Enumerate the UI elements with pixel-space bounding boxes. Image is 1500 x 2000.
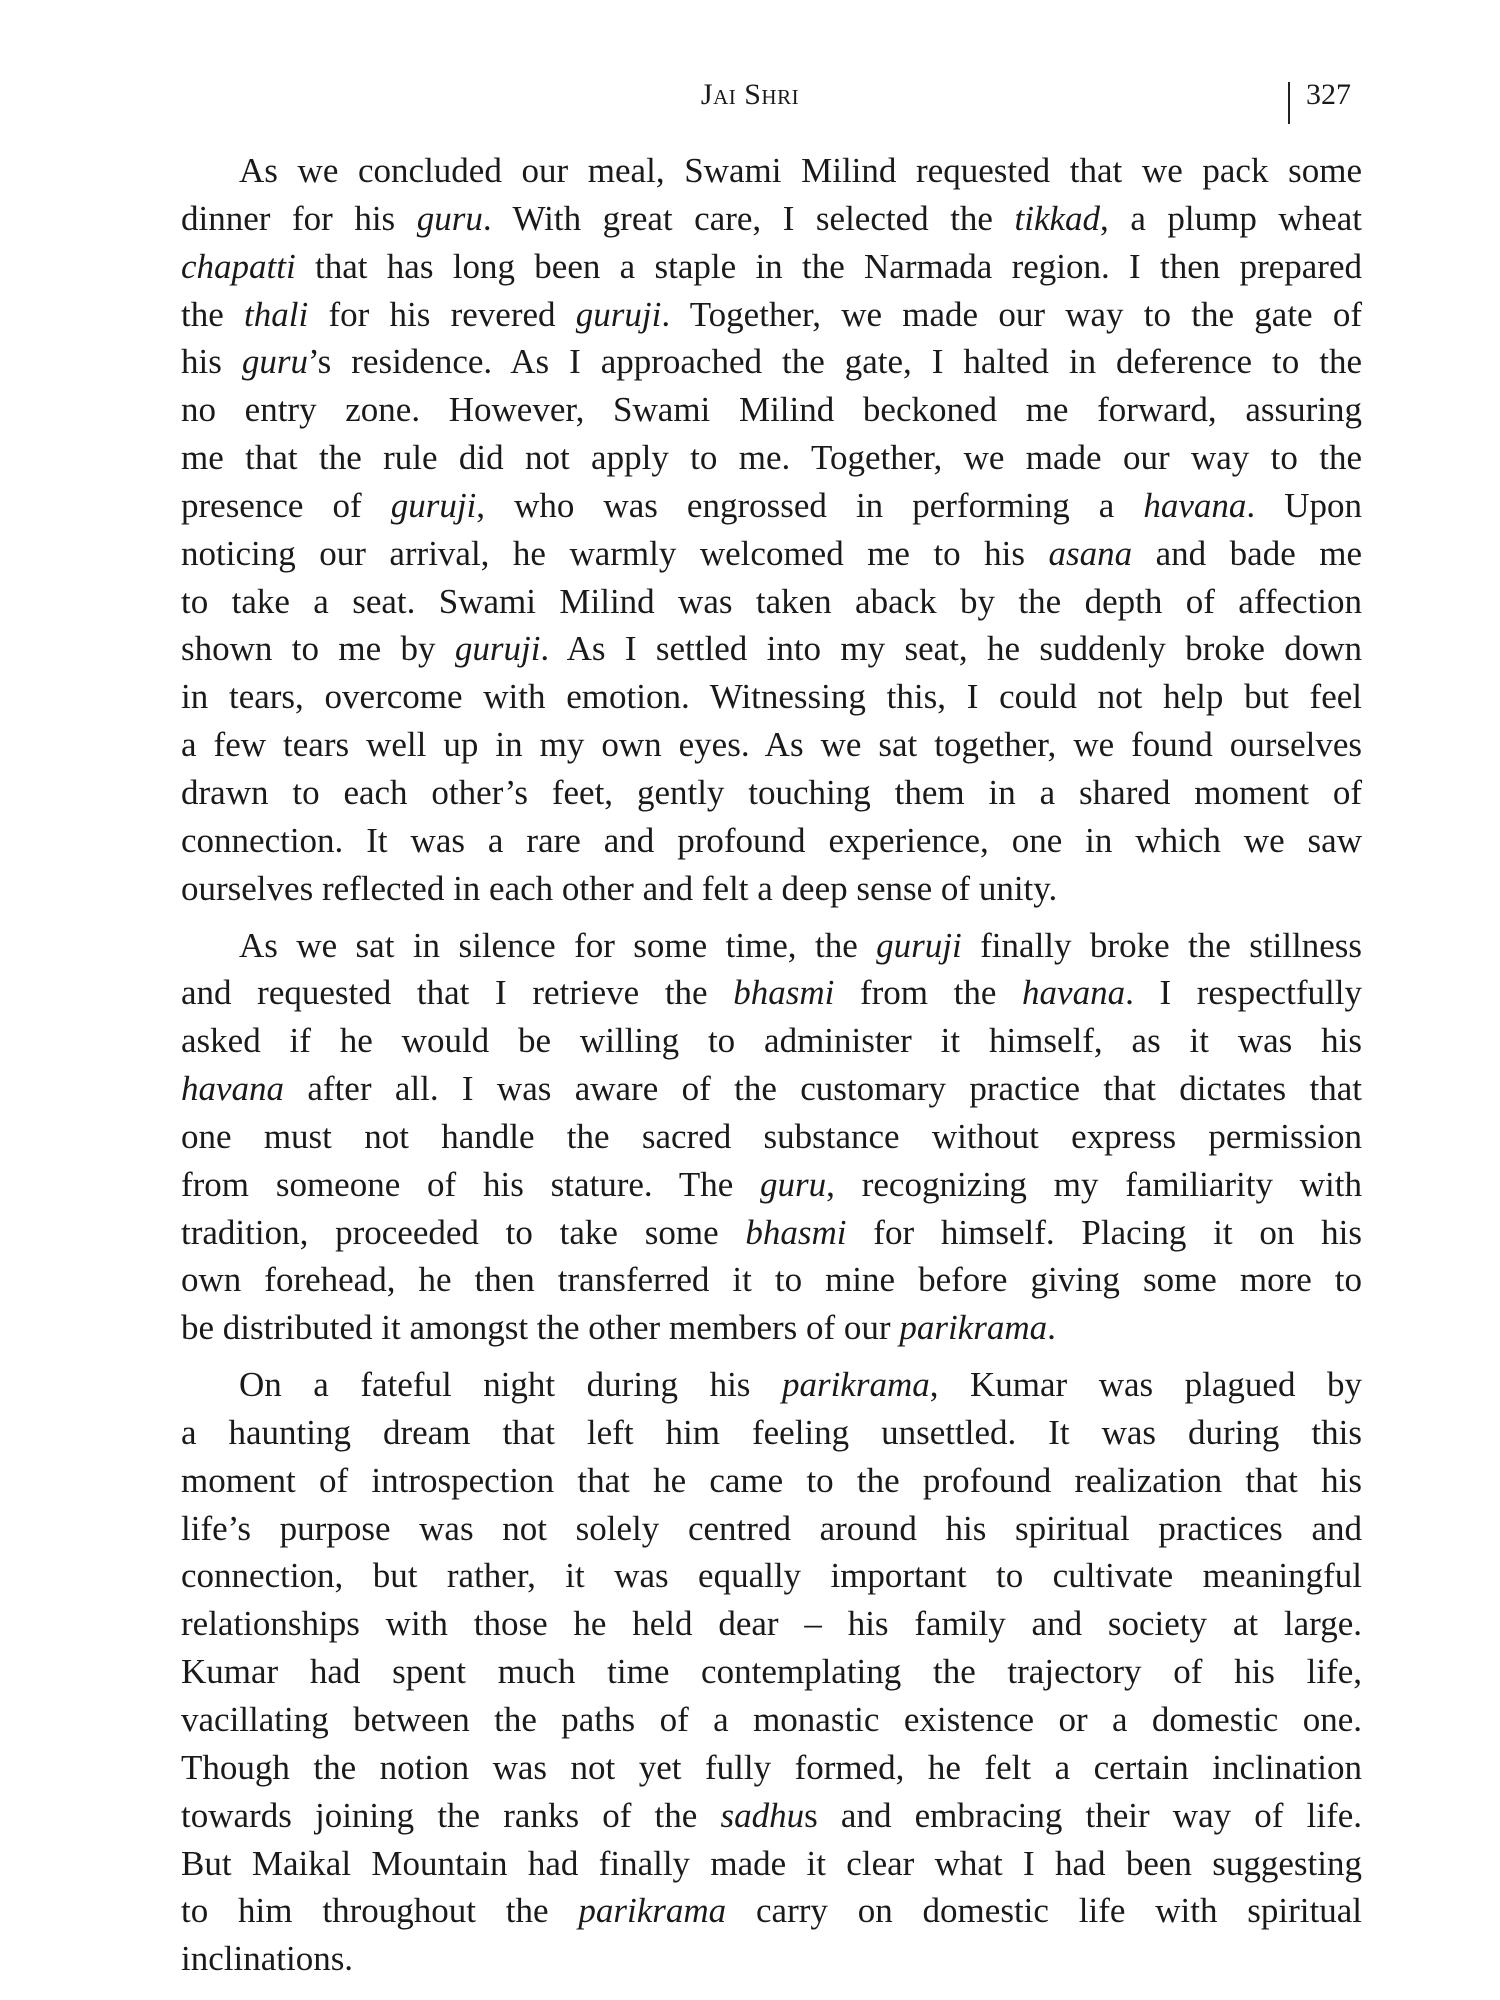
text-run: ourselves reflected in each other and felt a deep sense of unity.: [181, 868, 1058, 908]
italic-term: havana: [1143, 485, 1247, 525]
text-run: and bade me: [1132, 533, 1362, 573]
text-line: [181, 434, 1362, 482]
text-run: As we sat in silence for some time, the: [239, 925, 877, 965]
italic-term: parikrama: [781, 1365, 930, 1405]
text-line: [181, 291, 1362, 339]
italic-term: guru: [760, 1164, 827, 1204]
text-run: . As I settled into my seat, he suddenly broke down: [540, 629, 1362, 669]
italic-term: sadhu: [720, 1795, 805, 1835]
text-run: to take a seat. Swami Milind was taken aback by the depth of affection: [181, 581, 1362, 621]
body-text: [181, 147, 1362, 1992]
text-run: to him throughout the: [181, 1891, 579, 1931]
italic-term: asana: [1048, 533, 1133, 573]
text-run: a few tears well up in my own eyes. As we sat together, we found ourselves: [181, 725, 1362, 765]
italic-term: guruji: [390, 485, 477, 525]
text-run: Kumar had spent much time contemplating the trajectory of his life,: [181, 1652, 1362, 1692]
text-line: [181, 1792, 1362, 1840]
italic-term: havana: [181, 1069, 285, 1109]
text-run: But Maikal Mountain had finally made it clear what I had been suggesting: [181, 1843, 1362, 1883]
text-run: shown to me by: [181, 629, 455, 669]
text-run: in tears, overcome with emotion. Witnessing this, I could not help but feel: [181, 677, 1362, 717]
italic-term: guruji: [454, 629, 541, 669]
text-run: connection. It was a rare and profound experience, one in which we saw: [181, 820, 1362, 860]
text-line: [181, 1361, 1362, 1409]
italic-term: guruji: [575, 294, 662, 334]
text-line: [181, 1113, 1362, 1161]
text-run: As we concluded our meal, Swami Milind requested that we pack some: [239, 151, 1362, 190]
text-run: connection, but rather, it was equally important to cultivate meaningful: [181, 1556, 1362, 1596]
text-run: after all. I was aware of the customary practice that dictates that: [284, 1069, 1362, 1109]
text-line: [181, 865, 1362, 913]
text-line: [181, 482, 1362, 530]
text-line: [181, 1304, 1362, 1352]
italic-term: bhasmi: [745, 1212, 847, 1252]
text-run: finally broke the stillness: [961, 925, 1363, 965]
text-run: for himself. Placing it on his: [846, 1212, 1362, 1252]
text-line: [181, 386, 1362, 434]
text-line: [181, 1840, 1362, 1888]
text-run: own forehead, he then transferred it to mine before giving some more to: [181, 1260, 1362, 1300]
text-run: moment of introspection that he came to the profound realization that his: [181, 1460, 1362, 1500]
text-run: carry on domestic life with spiritual: [726, 1891, 1362, 1931]
text-run: ’s residence. As I approached the gate, I halted in deference to the: [307, 342, 1362, 382]
text-run: . I respectfully: [1125, 973, 1362, 1013]
text-run: from someone of his stature. The: [181, 1164, 761, 1204]
text-line: [181, 1409, 1362, 1457]
text-line: [181, 195, 1362, 243]
italic-term: guruji: [876, 925, 962, 965]
text-run: dinner for his: [181, 198, 417, 238]
text-run: be distributed it amongst the other members of our: [181, 1308, 900, 1348]
text-line: [181, 1209, 1362, 1257]
running-header: [0, 78, 1500, 128]
text-line: [181, 1065, 1362, 1113]
text-run: drawn to each other’s feet, gently touching them in a shared moment of: [181, 772, 1362, 812]
paragraph: [181, 1361, 1362, 1983]
text-run: Though the notion was not yet fully formed, he felt a certain inclination: [181, 1747, 1362, 1787]
running-title: Jai Shri: [700, 78, 800, 111]
text-run: one must not handle the sacred substance without express permission: [181, 1116, 1362, 1156]
text-run: the: [181, 294, 245, 334]
text-run: noticing our arrival, he warmly welcomed me to his: [181, 533, 1049, 573]
text-line: [181, 1887, 1362, 1935]
italic-term: havana: [1022, 973, 1126, 1013]
text-run: relationships with those he held dear – his family and society at large.: [181, 1604, 1362, 1644]
text-run: . With great care, I selected the: [482, 198, 1015, 238]
text-run: s and embracing their way of life.: [804, 1795, 1363, 1835]
italic-term: bhasmi: [733, 973, 835, 1013]
paragraph: [181, 922, 1362, 1353]
text-run: presence of: [181, 485, 391, 525]
text-line: [181, 1457, 1362, 1505]
text-line: [181, 1161, 1362, 1209]
text-line: [181, 338, 1362, 386]
text-run: for his revered: [308, 294, 576, 334]
text-line: [181, 1600, 1362, 1648]
text-run: .: [1047, 1308, 1056, 1348]
text-line: [181, 673, 1362, 721]
text-run: . Together, we made our way to the gate of: [661, 294, 1362, 334]
text-run: that has long been a staple in the Narmada region. I then prepared: [295, 246, 1362, 286]
text-line: [181, 243, 1362, 291]
text-run: inclinations.: [181, 1939, 354, 1979]
italic-term: chapatti: [181, 246, 296, 286]
italic-term: parikrama: [578, 1891, 727, 1931]
text-line: [181, 530, 1362, 578]
italic-term: thali: [244, 294, 309, 334]
text-line: [181, 1648, 1362, 1696]
text-line: [181, 817, 1362, 865]
text-run: vacillating between the paths of a monastic existence or a domestic one.: [181, 1700, 1362, 1739]
paragraph: [181, 147, 1362, 913]
text-run: from the: [834, 973, 1023, 1013]
text-run: , Kumar was plagued by: [929, 1365, 1362, 1405]
text-run: . Upon: [1246, 485, 1362, 525]
text-run: , a plump wheat: [1100, 198, 1362, 238]
text-line: [181, 1256, 1362, 1304]
text-run: me that the rule did not apply to me. Together, we made our way to the: [181, 438, 1362, 478]
text-line: [181, 625, 1362, 673]
text-line: [181, 922, 1362, 970]
text-run: life’s purpose was not solely centred around his spiritual practices and: [181, 1508, 1362, 1548]
italic-term: guru: [241, 342, 308, 382]
text-line: [181, 1552, 1362, 1600]
text-line: [181, 1935, 1362, 1983]
header-divider: [1288, 82, 1290, 124]
text-run: asked if he would be willing to administer it himself, as it was his: [181, 1021, 1362, 1061]
text-run: a haunting dream that left him feeling unsettled. It was during this: [181, 1412, 1362, 1452]
italic-term: tikkad: [1014, 198, 1101, 238]
text-line: [181, 1744, 1362, 1792]
text-line: [181, 969, 1362, 1017]
text-line: [181, 1505, 1362, 1553]
page-number: 327: [1306, 78, 1351, 111]
text-run: , who was engrossed in performing a: [476, 485, 1144, 525]
text-line: [181, 1696, 1362, 1744]
text-line: [181, 578, 1362, 626]
text-run: On a fateful night during his: [239, 1365, 782, 1405]
text-run: , recognizing my familiarity with: [826, 1164, 1362, 1204]
italic-term: guru: [416, 198, 483, 238]
text-line: [181, 147, 1362, 195]
text-line: [181, 769, 1362, 817]
text-run: his: [181, 342, 242, 382]
text-run: no entry zone. However, Swami Milind beckoned me forward, assuring: [181, 390, 1362, 430]
text-run: and requested that I retrieve the: [181, 973, 734, 1013]
text-line: [181, 721, 1362, 769]
italic-term: parikrama: [899, 1308, 1048, 1348]
text-run: tradition, proceeded to take some: [181, 1212, 746, 1252]
text-line: [181, 1017, 1362, 1065]
text-run: towards joining the ranks of the: [181, 1795, 721, 1835]
